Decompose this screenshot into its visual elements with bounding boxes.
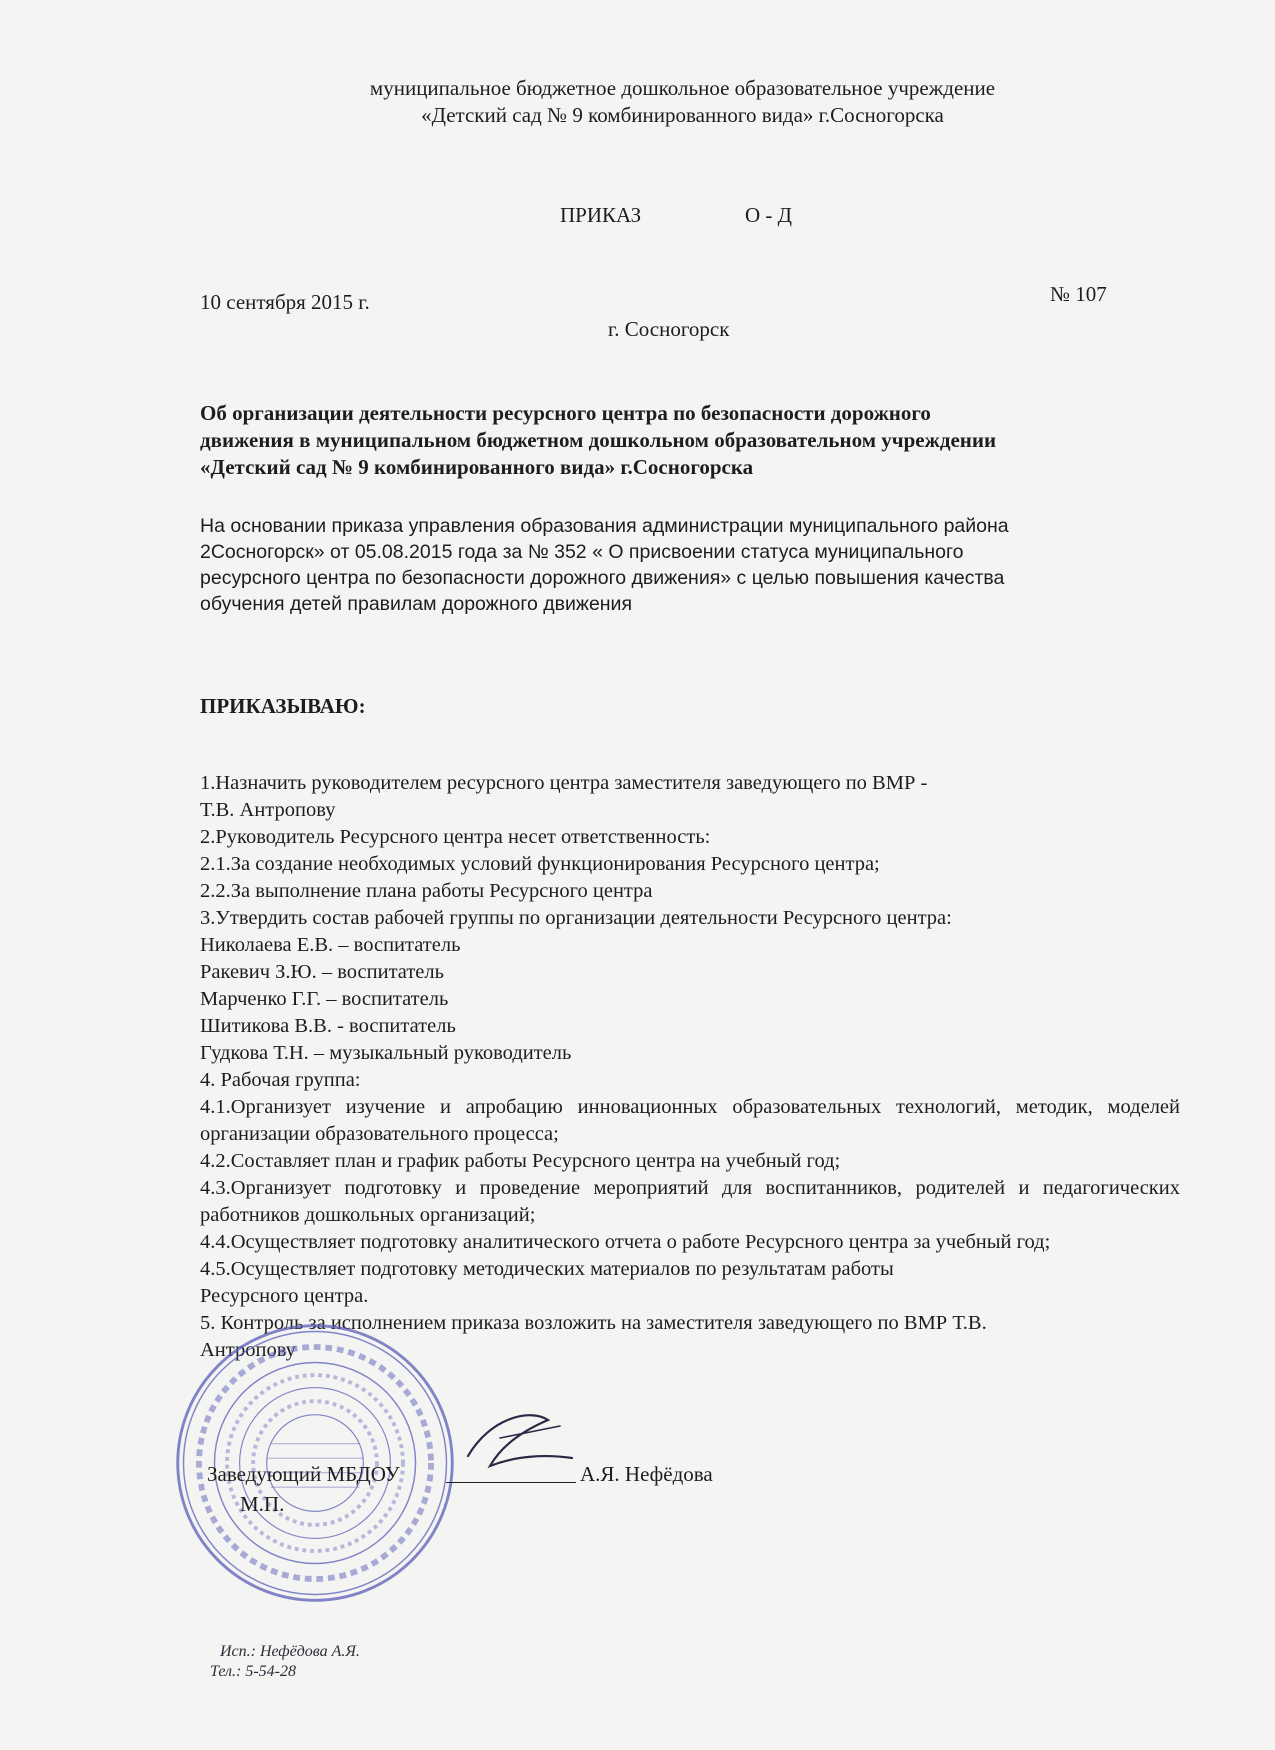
order-date: 10 сентября 2015 г. [200,290,370,314]
signer-name: А.Я. Нефёдова [580,1462,713,1486]
item-4-3: 4.3.Организует подготовку и проведение мероприятий для воспитанников, родителей и педагогических работников дошкольных организаций; [200,1177,1180,1226]
item-5b: Антропову [200,1339,296,1361]
item-1b: Т.В. Антропову [200,799,336,821]
stamp-place-mark: М.П. [240,1492,285,1516]
item-4-1: 4.1.Организует изучение и апробацию инновационных образовательных технологий, методик, моделей организации образовательного процесса; [200,1096,1180,1145]
member-5: Гудкова Т.Н. – музыкальный руководитель [200,1042,572,1064]
org-name-line1: муниципальное бюджетное дошкольное образовательное учреждение [369,76,996,100]
executor-info: Исп.: Нефёдова А.Я. [220,1643,360,1660]
item-3: 3.Утвердить состав рабочей группы по организации деятельности Ресурсного центра: [200,907,952,929]
signature-line [446,1482,576,1483]
order-title [200,400,1200,481]
org-name-line2: «Детский сад № 9 комбинированного вида» г.Сосногорска [421,103,944,127]
basis-paragraph [200,513,1200,617]
title-line2: движения в муниципальном бюджетном дошкольном образовательном учреждении [200,428,997,452]
signer-position: Заведующий МБДОУ [207,1462,400,1486]
item-2: 2.Руководитель Ресурсного центра несет ответственность: [200,826,711,848]
order-items [200,770,1180,1364]
item-5a: 5. Контроль за исполнением приказа возложить на заместителя заведующего по ВМР Т.В. [200,1312,987,1334]
basis-line1: На основании приказа управления образования администрации муниципального района [200,515,1009,537]
item-2-2: 2.2.За выполнение плана работы Ресурсного центра [200,880,653,902]
order-number: № 107 [1050,282,1107,306]
member-3: Марченко Г.Г. – воспитатель [200,988,449,1010]
basis-line4: обучения детей правилам дорожного движения [200,593,633,615]
item-1a: 1.Назначить руководителем ресурсного центра заместителя заведующего по ВМР - [200,772,928,794]
title-line3: «Детский сад № 9 комбинированного вида» г.Сосногорска [200,455,754,479]
executor-phone: Тел.: 5-54-28 [210,1663,296,1680]
title-line1: Об организации деятельности ресурсного центра по безопасности дорожного [200,401,931,425]
item-4: 4. Рабочая группа: [200,1069,361,1091]
basis-line2: 2Сосногорск» от 05.08.2015 года за № 352 « О присвоении статуса муниципального [200,541,964,563]
member-1: Николаева Е.В. – воспитатель [200,934,461,956]
item-4-5b: Ресурсного центра. [200,1285,369,1307]
order-code: О - Д [745,203,792,227]
member-4: Шитикова В.В. - воспитатель [200,1015,456,1037]
order-label: ПРИКАЗ [560,203,642,227]
member-2: Ракевич З.Ю. – воспитатель [200,961,444,983]
handwritten-signature [460,1408,580,1478]
item-2-1: 2.1.За создание необходимых условий функционирования Ресурсного центра; [200,853,880,875]
item-4-2: 4.2.Составляет план и график работы Ресурсного центра на учебный год; [200,1150,841,1172]
item-4-5a: 4.5.Осуществляет подготовку методических материалов по результатам работы [200,1258,894,1280]
order-word: ПРИКАЗЫВАЮ: [200,694,366,718]
basis-line3: ресурсного центра по безопасности дорожного движения» с целью повышения качества [200,567,1005,589]
item-4-4: 4.4.Осуществляет подготовку аналитического отчета о работе Ресурсного центра за учебный год; [200,1231,1051,1253]
order-city: г. Сосногорск [608,317,730,341]
